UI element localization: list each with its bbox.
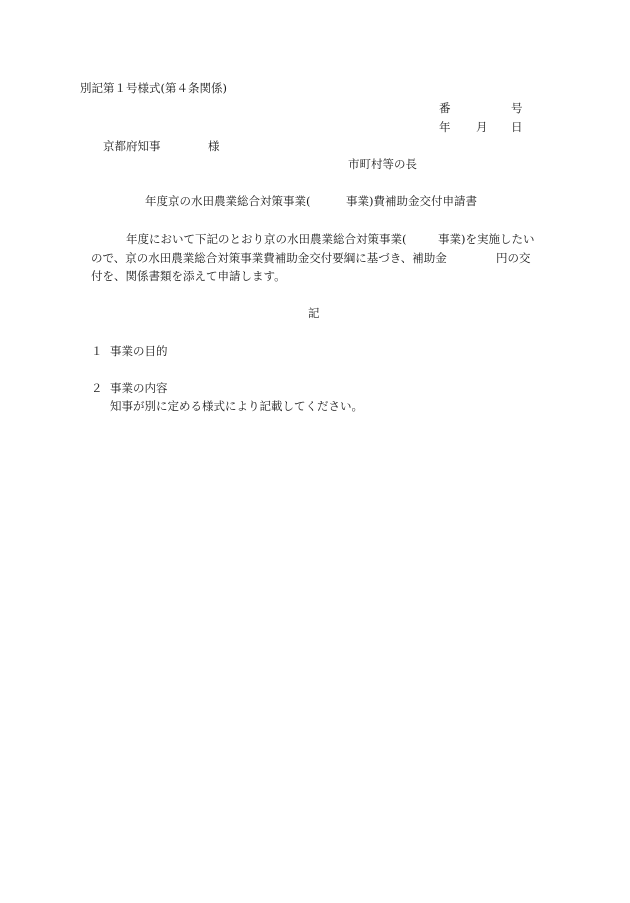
number-label: 番 xyxy=(439,101,451,115)
body-line-3: 付を、関係書類を添えて申請します。 xyxy=(91,269,286,283)
item-1-title: 事業の目的 xyxy=(110,344,168,358)
form-label: 別記第１号様式(第４条関係) xyxy=(80,81,227,95)
sender: 市町村等の長 xyxy=(348,157,417,171)
addressee-honorific: 様 xyxy=(208,139,220,153)
number-suffix: 号 xyxy=(511,101,523,115)
doc-title-part2: 事業)費補助金交付申請書 xyxy=(346,194,477,208)
date-year: 年 xyxy=(439,120,451,134)
body-line-1b: 事業)を実施したい xyxy=(438,232,535,246)
doc-title-part1: 年度京の水田農業総合対策事業( xyxy=(145,194,311,208)
addressee-title: 京都府知事 xyxy=(103,139,161,153)
body-line-2a: ので、京の水田農業総合対策事業費補助金交付要綱に基づき、補助金 xyxy=(91,251,447,265)
item-2-detail: 知事が別に定める様式により記載してください。 xyxy=(110,399,363,413)
item-2-title: 事業の内容 xyxy=(110,381,168,395)
body-line-1a: 年度において下記のとおり京の水田農業総合対策事業( xyxy=(126,232,407,246)
body-line-2b: 円の交 xyxy=(496,251,531,265)
date-day: 日 xyxy=(511,120,523,134)
date-month: 月 xyxy=(476,120,488,134)
item-2-number: ２ xyxy=(91,381,103,395)
ki-heading: 記 xyxy=(308,306,320,320)
item-1-number: １ xyxy=(91,344,103,358)
